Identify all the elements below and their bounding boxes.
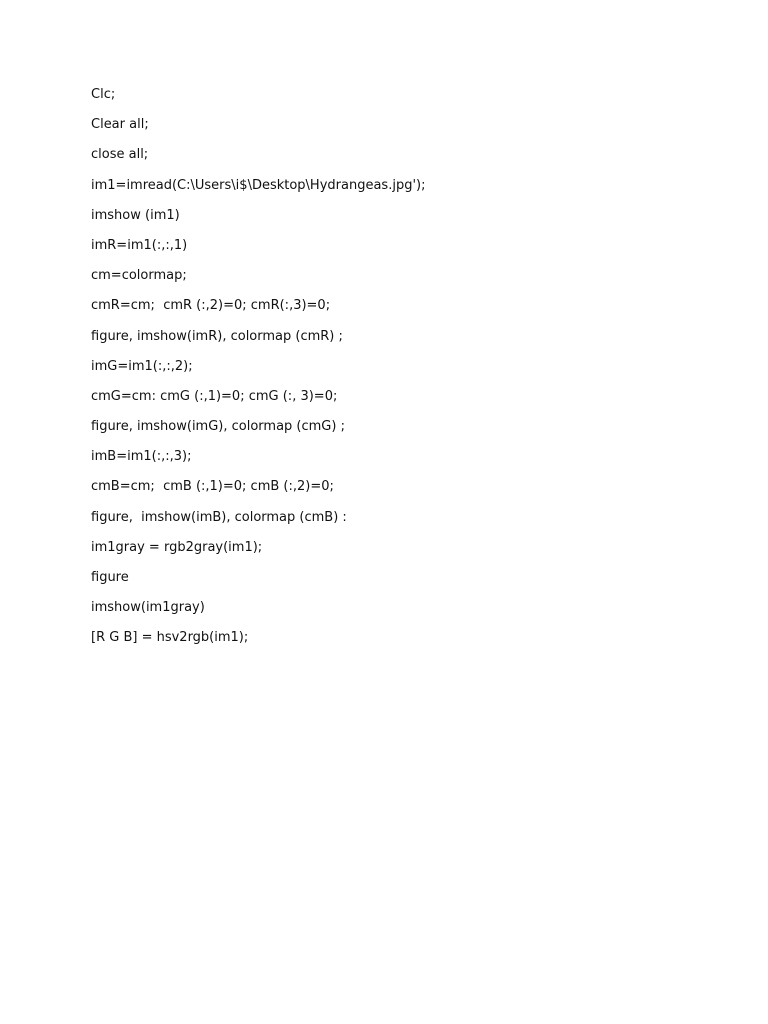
code-line: imshow (im1) bbox=[91, 207, 180, 223]
code-line: figure bbox=[91, 570, 129, 585]
code-line: Clear all; bbox=[91, 117, 149, 133]
code-line: [R G B] = hsv2rgb(im1); bbox=[91, 630, 249, 646]
code-line: Clc; bbox=[91, 87, 116, 102]
code-line: figure, imshow(imR), colormap (cmR) ; bbox=[91, 328, 343, 344]
code-line: imG=im1(:,:,2); bbox=[91, 358, 193, 374]
code-line: cmG=cm: cmG (:,1)=0; cmG (:, 3)=0; bbox=[91, 388, 338, 404]
code-listing bbox=[91, 86, 425, 660]
code-line: figure, imshow(imG), colormap (cmG) ; bbox=[91, 419, 345, 435]
code-line: im1=imread(C:\Users\i$\Desktop\Hydrangeas.jpg'); bbox=[91, 177, 426, 193]
code-line: cm=colormap; bbox=[91, 268, 187, 284]
code-line: close all; bbox=[91, 147, 149, 163]
code-line: cmB=cm; cmB (:,1)=0; cmB (:,2)=0; bbox=[91, 479, 334, 495]
code-line: imR=im1(:,:,1) bbox=[91, 237, 188, 253]
code-line: cmR=cm; cmR (:,2)=0; cmR(:,3)=0; bbox=[91, 298, 331, 314]
code-line: imB=im1(:,:,3); bbox=[91, 449, 192, 465]
code-line: figure, imshow(imB), colormap (cmB) : bbox=[91, 509, 347, 525]
code-line: im1gray = rgb2gray(im1); bbox=[91, 539, 263, 555]
code-line: imshow(im1gray) bbox=[91, 600, 205, 616]
